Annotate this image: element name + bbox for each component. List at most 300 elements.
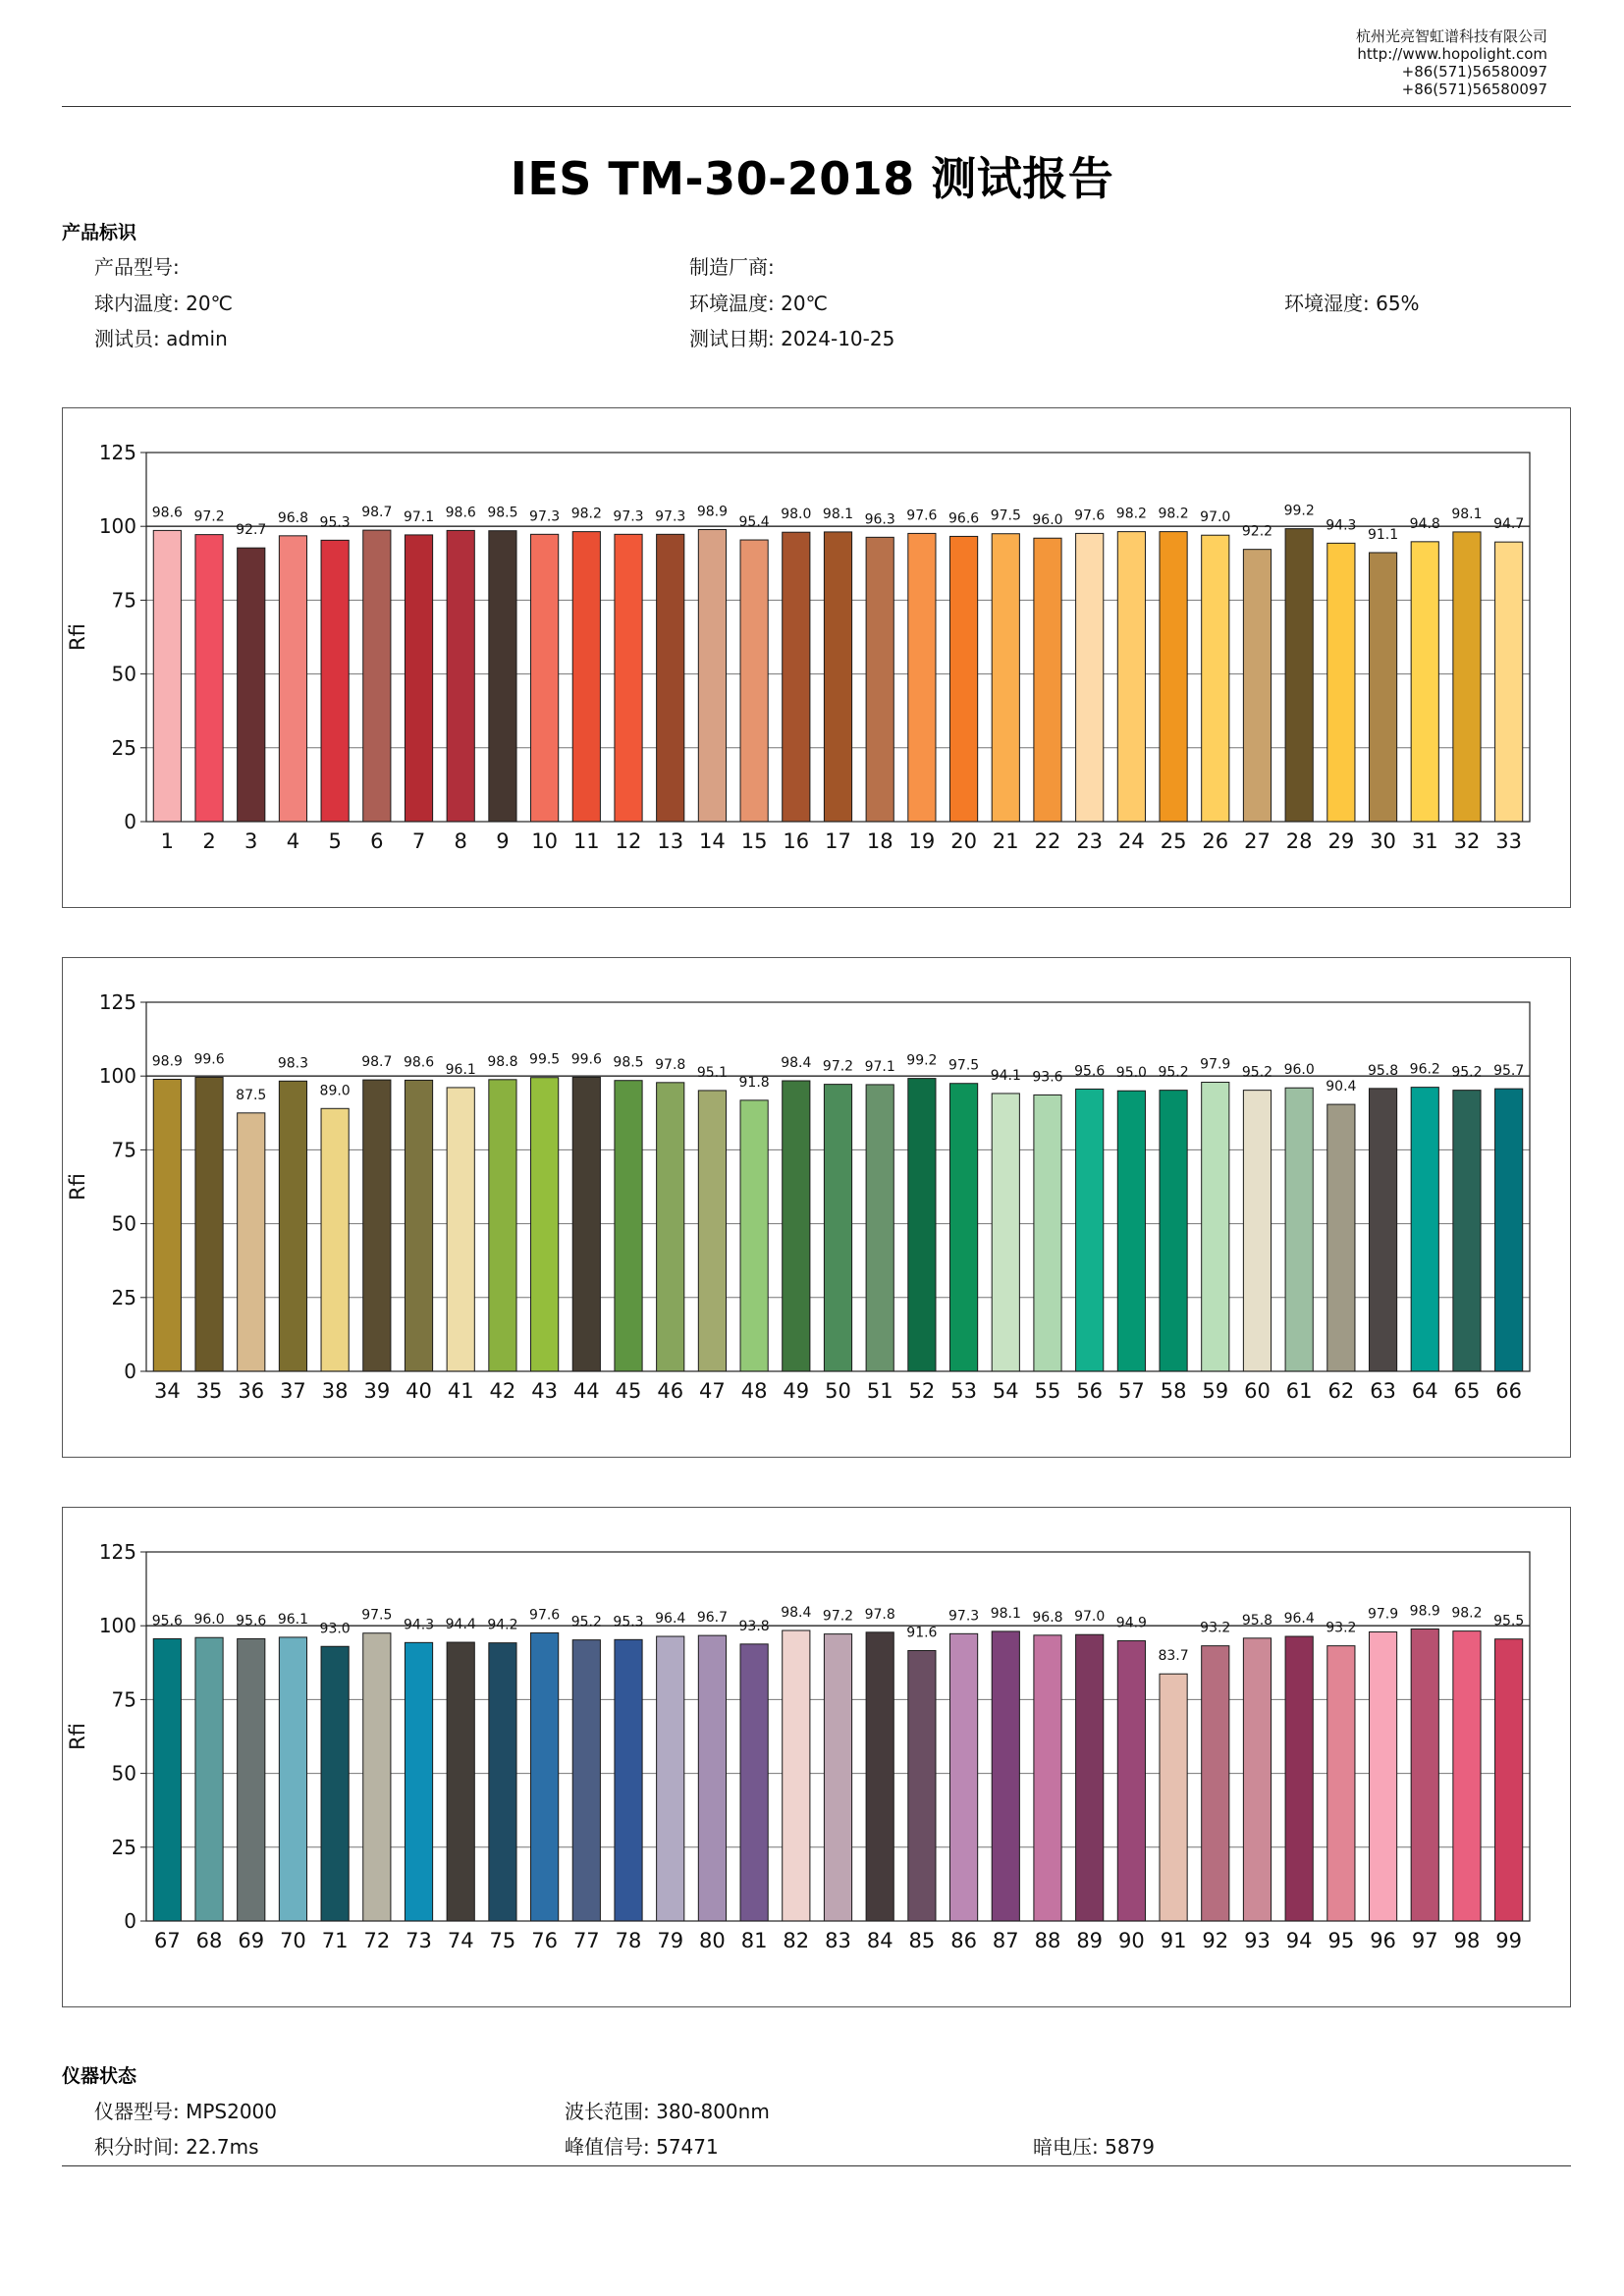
bar (153, 1080, 181, 1371)
data-label: 95.8 (1367, 1062, 1399, 1079)
y-tick-label: 0 (124, 810, 136, 833)
x-tick-label: 34 (153, 1379, 181, 1403)
data-label: 98.8 (487, 1053, 518, 1070)
data-label: 96.6 (948, 510, 980, 527)
rfi-chart-panel-1 (62, 407, 1571, 908)
bar (992, 1631, 1019, 1921)
x-tick-label: 62 (1327, 1379, 1355, 1403)
bar (866, 1632, 893, 1921)
bar (531, 1078, 559, 1371)
y-tick-label: 75 (111, 1138, 136, 1162)
data-label: 98.5 (613, 1054, 644, 1071)
company-phone: +86(571)56580097 (1401, 63, 1547, 80)
data-label: 96.4 (655, 1611, 686, 1628)
rfi-chart-panel-3 (62, 1507, 1571, 2007)
bar (992, 1094, 1019, 1371)
x-tick-label: 77 (572, 1929, 600, 1952)
rfi-chart-panel-2 (62, 957, 1571, 1458)
bar (1285, 529, 1313, 822)
data-label: 96.4 (1283, 1611, 1315, 1628)
data-label: 98.4 (781, 1055, 812, 1072)
x-tick-label: 84 (866, 1929, 893, 1952)
bar (1034, 1635, 1061, 1921)
data-label: 90.4 (1326, 1079, 1357, 1095)
data-label: 97.9 (1200, 1056, 1231, 1073)
data-label: 99.5 (529, 1051, 561, 1068)
y-tick-label: 125 (98, 990, 136, 1014)
bar (824, 1634, 851, 1921)
bar (740, 1100, 768, 1371)
bar (1327, 1104, 1355, 1371)
bar (1411, 1088, 1438, 1371)
x-tick-label: 5 (328, 829, 342, 853)
x-tick-label: 94 (1285, 1929, 1313, 1952)
data-label: 89.0 (319, 1083, 351, 1099)
x-tick-label: 82 (783, 1929, 810, 1952)
data-label: 97.5 (361, 1607, 393, 1624)
data-label: 96.3 (864, 511, 895, 528)
bar (908, 1079, 936, 1371)
data-label: 83.7 (1158, 1648, 1189, 1665)
bar (1495, 1639, 1523, 1921)
x-tick-label: 33 (1495, 829, 1523, 853)
x-tick-label: 17 (825, 829, 851, 853)
bar (783, 532, 810, 822)
dark-voltage: 暗电压: 5879 (1033, 2135, 1155, 2159)
x-tick-label: 37 (280, 1379, 306, 1403)
bar (572, 1077, 600, 1371)
bar (405, 1080, 432, 1371)
data-label: 92.7 (236, 522, 267, 539)
x-tick-label: 11 (572, 829, 600, 853)
bar (698, 1635, 726, 1921)
x-tick-label: 29 (1327, 829, 1355, 853)
data-label: 98.7 (361, 505, 393, 521)
x-tick-label: 45 (615, 1379, 642, 1403)
bar (363, 1080, 391, 1371)
bar (447, 1642, 474, 1921)
footer-divider (62, 2165, 1571, 2166)
bar (866, 1085, 893, 1371)
bar (1076, 1089, 1104, 1371)
bar (783, 1630, 810, 1921)
rfi-chart-1 (63, 408, 1572, 909)
data-label: 95.2 (1241, 1064, 1273, 1081)
data-label: 96.1 (445, 1061, 476, 1078)
x-tick-label: 55 (1034, 1379, 1061, 1403)
y-tick-label: 75 (111, 1687, 136, 1712)
instrument-section-title: 仪器状态 (62, 2065, 137, 2087)
y-tick-label: 0 (124, 1360, 136, 1383)
bar (279, 536, 306, 822)
data-label: 95.7 (1493, 1063, 1525, 1080)
x-tick-label: 21 (992, 829, 1019, 853)
data-label: 99.6 (570, 1051, 602, 1068)
x-tick-label: 68 (195, 1929, 223, 1952)
bar (238, 1638, 265, 1921)
bar (1495, 1089, 1523, 1371)
data-label: 98.9 (1409, 1603, 1440, 1620)
data-label: 93.8 (738, 1618, 770, 1634)
x-tick-label: 99 (1495, 1929, 1523, 1952)
x-tick-label: 31 (1411, 829, 1438, 853)
data-label: 98.1 (1451, 506, 1483, 522)
x-tick-label: 43 (531, 1379, 558, 1403)
bar (1369, 553, 1396, 822)
x-tick-label: 13 (657, 829, 684, 853)
bar (195, 1077, 223, 1371)
bar (1117, 1641, 1145, 1921)
data-label: 97.2 (193, 508, 225, 525)
bar (238, 548, 265, 822)
bar (447, 530, 474, 822)
data-label: 96.8 (277, 509, 309, 526)
bar (1034, 538, 1061, 822)
bar (1453, 532, 1481, 822)
tester: 测试员: admin (94, 327, 228, 350)
data-label: 94.4 (445, 1617, 476, 1633)
bar (1369, 1632, 1396, 1921)
bar (1453, 1091, 1481, 1371)
data-label: 95.2 (1158, 1064, 1189, 1081)
bar (1285, 1088, 1313, 1371)
x-tick-label: 8 (454, 829, 467, 853)
x-tick-label: 66 (1495, 1379, 1523, 1403)
data-label: 97.1 (403, 508, 435, 525)
x-tick-label: 12 (615, 829, 642, 853)
bar (657, 534, 684, 822)
x-tick-label: 54 (992, 1379, 1019, 1403)
x-tick-label: 40 (406, 1379, 432, 1403)
x-tick-label: 70 (280, 1929, 306, 1952)
x-tick-label: 58 (1160, 1379, 1187, 1403)
integration-time: 积分时间: 22.7ms (94, 2135, 259, 2159)
bar (1495, 542, 1523, 822)
bar (572, 532, 600, 822)
rfi-chart-2 (63, 958, 1572, 1459)
data-label: 91.8 (738, 1074, 770, 1091)
data-label: 97.3 (613, 508, 644, 525)
bar (572, 1640, 600, 1921)
bar (1202, 1083, 1229, 1371)
data-label: 98.9 (696, 504, 728, 520)
data-label: 95.6 (1074, 1063, 1106, 1080)
data-label: 87.5 (236, 1087, 267, 1103)
x-tick-label: 2 (202, 829, 216, 853)
report-title: IES TM-30-2018 测试报告 (510, 152, 1114, 205)
x-tick-label: 51 (866, 1379, 893, 1403)
data-label: 97.6 (529, 1607, 561, 1624)
bar (447, 1088, 474, 1371)
x-tick-label: 24 (1118, 829, 1145, 853)
x-tick-label: 50 (825, 1379, 851, 1403)
y-tick-label: 25 (111, 1285, 136, 1309)
data-label: 93.6 (1032, 1069, 1063, 1086)
data-label: 93.2 (1200, 1620, 1231, 1636)
x-tick-label: 89 (1076, 1929, 1104, 1952)
company-phone-2: +86(571)56580097 (1401, 80, 1547, 98)
x-tick-label: 7 (411, 829, 426, 853)
data-label: 97.5 (990, 507, 1021, 524)
bar (1076, 533, 1104, 822)
manufacturer: 制造厂商: (689, 255, 775, 279)
bar (321, 1646, 349, 1921)
bar (363, 1633, 391, 1921)
data-label: 94.1 (990, 1067, 1021, 1084)
bar (279, 1081, 306, 1371)
x-tick-label: 30 (1370, 829, 1396, 853)
x-tick-label: 39 (363, 1379, 391, 1403)
data-label: 95.1 (696, 1064, 728, 1081)
x-tick-label: 41 (447, 1379, 474, 1403)
data-label: 97.8 (864, 1606, 895, 1623)
bar (195, 1637, 223, 1921)
data-label: 97.2 (822, 1608, 854, 1625)
x-tick-label: 10 (531, 829, 558, 853)
data-label: 95.6 (236, 1613, 267, 1629)
bar (657, 1083, 684, 1371)
bar (824, 532, 851, 822)
data-label: 98.5 (487, 505, 518, 521)
data-label: 95.0 (1115, 1065, 1147, 1082)
data-label: 97.9 (1367, 1606, 1399, 1623)
y-tick-label: 50 (111, 1761, 136, 1786)
bar (615, 1081, 642, 1371)
data-label: 94.3 (403, 1617, 435, 1633)
bar (866, 537, 893, 822)
x-tick-label: 44 (572, 1379, 600, 1403)
bar (824, 1085, 851, 1371)
bar (1117, 532, 1145, 822)
x-tick-label: 96 (1370, 1929, 1396, 1952)
data-label: 98.2 (1158, 506, 1189, 522)
x-tick-label: 22 (1034, 829, 1061, 853)
bar (698, 1091, 726, 1371)
x-tick-label: 35 (195, 1379, 223, 1403)
x-tick-label: 81 (740, 1929, 768, 1952)
data-label: 95.3 (319, 514, 351, 531)
data-label: 95.2 (1451, 1064, 1483, 1081)
data-label: 94.8 (1409, 515, 1440, 532)
x-tick-label: 42 (489, 1379, 516, 1403)
x-tick-label: 87 (992, 1929, 1019, 1952)
x-tick-label: 86 (950, 1929, 977, 1952)
x-tick-label: 69 (238, 1929, 265, 1952)
bar (321, 540, 349, 822)
bar (1117, 1091, 1145, 1371)
data-label: 95.3 (613, 1614, 644, 1630)
x-tick-label: 90 (1118, 1929, 1145, 1952)
y-tick-label: 0 (124, 1909, 136, 1933)
bar (1285, 1636, 1313, 1921)
data-label: 97.3 (655, 508, 686, 525)
x-tick-label: 60 (1244, 1379, 1271, 1403)
data-label: 98.0 (781, 507, 812, 523)
x-tick-label: 83 (825, 1929, 851, 1952)
x-tick-label: 47 (699, 1379, 726, 1403)
x-tick-label: 36 (238, 1379, 265, 1403)
y-tick-label: 100 (98, 1064, 136, 1089)
data-label: 98.3 (277, 1055, 309, 1072)
x-tick-label: 67 (153, 1929, 181, 1952)
bar (698, 530, 726, 822)
data-label: 97.6 (906, 507, 938, 524)
bar (153, 530, 181, 822)
bar (740, 540, 768, 822)
data-label: 92.2 (1241, 523, 1273, 540)
data-label: 96.8 (1032, 1609, 1063, 1626)
data-label: 96.2 (1409, 1061, 1440, 1078)
bar (783, 1081, 810, 1371)
data-label: 98.2 (1451, 1605, 1483, 1622)
data-label: 99.2 (1283, 503, 1315, 519)
bar (740, 1644, 768, 1921)
y-tick-label: 25 (111, 1835, 136, 1859)
y-tick-label: 125 (98, 1540, 136, 1564)
x-tick-label: 16 (783, 829, 810, 853)
bar (153, 1638, 181, 1921)
bar (950, 536, 978, 822)
data-label: 95.5 (1493, 1613, 1525, 1629)
data-label: 98.1 (990, 1605, 1021, 1622)
data-label: 98.9 (151, 1053, 183, 1070)
bar (908, 533, 936, 822)
company-website[interactable]: http://www.hopolight.com (1357, 45, 1547, 63)
x-tick-label: 93 (1244, 1929, 1271, 1952)
data-label: 96.0 (1032, 512, 1063, 529)
bar (1202, 1646, 1229, 1921)
x-tick-label: 61 (1285, 1379, 1313, 1403)
bar (1453, 1631, 1481, 1921)
bar (363, 530, 391, 822)
bar (321, 1108, 349, 1371)
x-tick-label: 76 (531, 1929, 558, 1952)
peak-signal: 峰值信号: 57471 (565, 2135, 719, 2159)
x-tick-label: 79 (657, 1929, 684, 1952)
data-label: 97.0 (1200, 509, 1231, 526)
x-tick-label: 98 (1453, 1929, 1481, 1952)
bar (1327, 1646, 1355, 1921)
x-tick-label: 63 (1370, 1379, 1396, 1403)
y-tick-label: 100 (98, 514, 136, 539)
y-tick-label: 100 (98, 1614, 136, 1638)
data-label: 99.2 (906, 1052, 938, 1069)
data-label: 97.1 (864, 1058, 895, 1075)
bar (1160, 1674, 1187, 1921)
x-tick-label: 57 (1118, 1379, 1145, 1403)
data-label: 95.6 (151, 1613, 183, 1629)
x-tick-label: 74 (447, 1929, 474, 1952)
y-tick-label: 50 (111, 662, 136, 686)
x-tick-label: 71 (321, 1929, 349, 1952)
company-name: 杭州光亮智虹谱科技有限公司 (1355, 27, 1547, 45)
data-label: 98.1 (822, 506, 854, 522)
bar (615, 534, 642, 822)
data-label: 93.2 (1326, 1620, 1357, 1636)
data-label: 98.2 (570, 506, 602, 522)
x-tick-label: 14 (699, 829, 726, 853)
bar (1243, 550, 1271, 822)
x-tick-label: 32 (1453, 829, 1481, 853)
data-label: 98.7 (361, 1054, 393, 1071)
bar (279, 1637, 306, 1921)
x-tick-label: 19 (908, 829, 936, 853)
x-tick-label: 9 (496, 829, 510, 853)
data-label: 99.6 (193, 1051, 225, 1068)
bar (992, 534, 1019, 822)
x-tick-label: 72 (363, 1929, 391, 1952)
bar (908, 1650, 936, 1921)
data-label: 91.1 (1367, 526, 1399, 543)
x-tick-label: 88 (1034, 1929, 1061, 1952)
x-tick-label: 56 (1076, 1379, 1104, 1403)
x-tick-label: 53 (950, 1379, 977, 1403)
y-tick-label: 25 (111, 735, 136, 760)
y-axis-label: Rfi (66, 623, 89, 651)
y-tick-label: 50 (111, 1211, 136, 1236)
product-model: 产品型号: (94, 255, 180, 279)
test-date: 测试日期: 2024-10-25 (689, 327, 895, 350)
bar (531, 1632, 559, 1921)
data-label: 98.2 (1115, 506, 1147, 522)
bar (1411, 1629, 1438, 1921)
rfi-chart-3 (63, 1508, 1572, 2008)
data-label: 98.4 (781, 1605, 812, 1622)
x-tick-label: 73 (406, 1929, 432, 1952)
x-tick-label: 80 (699, 1929, 726, 1952)
bar (1160, 532, 1187, 822)
y-axis-label: Rfi (66, 1723, 89, 1750)
bar (615, 1639, 642, 1921)
x-tick-label: 59 (1202, 1379, 1229, 1403)
x-tick-label: 20 (950, 829, 977, 853)
data-label: 91.6 (906, 1625, 938, 1641)
sphere-temperature: 球内温度: 20℃ (94, 292, 234, 315)
x-tick-label: 25 (1160, 829, 1187, 853)
bar (950, 1084, 978, 1371)
data-label: 97.3 (948, 1608, 980, 1625)
data-label: 96.0 (1283, 1062, 1315, 1079)
x-tick-label: 92 (1202, 1929, 1229, 1952)
data-label: 97.3 (529, 508, 561, 525)
bar (1076, 1634, 1104, 1921)
x-tick-label: 3 (244, 829, 258, 853)
bar (657, 1636, 684, 1921)
data-label: 97.0 (1074, 1609, 1106, 1626)
data-label: 95.2 (570, 1614, 602, 1630)
data-label: 98.6 (151, 505, 183, 521)
data-label: 94.3 (1326, 517, 1357, 534)
data-label: 96.7 (696, 1610, 728, 1627)
data-label: 94.9 (1115, 1615, 1147, 1631)
bar (489, 1643, 516, 1921)
bar (489, 1080, 516, 1371)
x-tick-label: 6 (370, 829, 384, 853)
product-section-title: 产品标识 (62, 222, 137, 243)
x-tick-label: 95 (1327, 1929, 1355, 1952)
bar (238, 1113, 265, 1371)
data-label: 94.7 (1493, 516, 1525, 533)
y-tick-label: 75 (111, 588, 136, 613)
x-tick-label: 91 (1160, 1929, 1187, 1952)
bar (405, 1642, 432, 1921)
bar (1160, 1091, 1187, 1371)
bar (489, 531, 516, 822)
bar (1243, 1091, 1271, 1371)
environment-temperature: 环境温度: 20℃ (689, 292, 829, 315)
bar (1243, 1638, 1271, 1921)
data-label: 95.4 (738, 514, 770, 531)
